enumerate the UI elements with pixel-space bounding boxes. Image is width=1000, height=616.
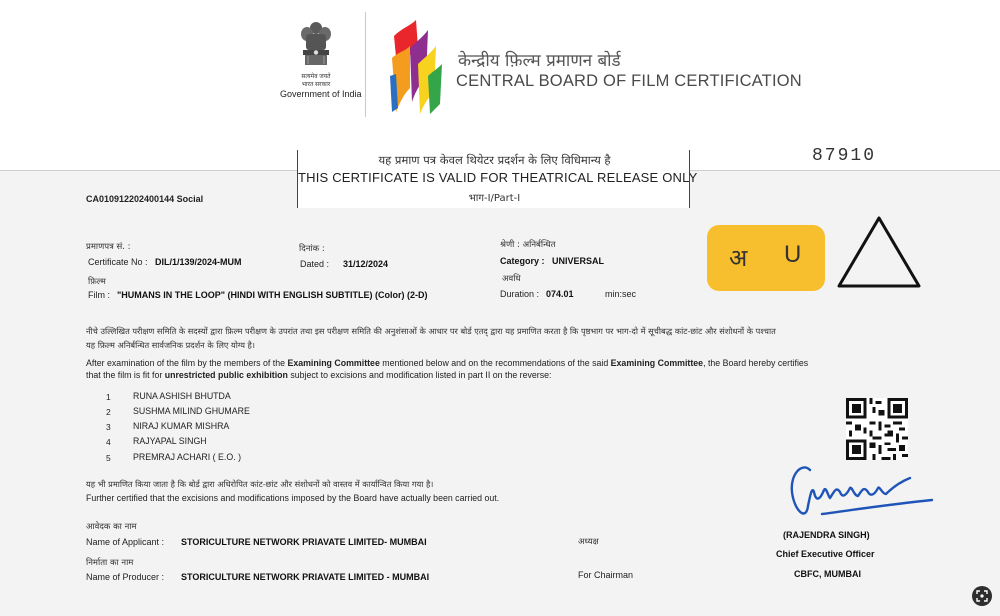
duration-label: Duration : bbox=[500, 289, 540, 299]
exam-text-english-1: After examination of the film by the members of the Examining Committee mentioned below and on the recommendations of the said Examining Committee, the Board hereby certifies bbox=[86, 358, 809, 368]
member-number: 3 bbox=[106, 422, 111, 432]
duration-label-hindi: अवधि bbox=[502, 274, 521, 284]
member-number: 5 bbox=[106, 453, 111, 463]
date-label-hindi: दिनांक : bbox=[299, 244, 325, 254]
date-value: 31/12/2024 bbox=[343, 259, 389, 269]
category-value: UNIVERSAL bbox=[552, 256, 605, 266]
applicant-value: STORICULTURE NETWORK PRIAVATE LIMITED- MUMBAI bbox=[181, 537, 427, 547]
signature-icon bbox=[782, 452, 942, 532]
date-label: Dated : bbox=[300, 259, 330, 269]
duration-unit: min:sec bbox=[605, 289, 637, 299]
member-name: SUSHMA MILIND GHUMARE bbox=[133, 406, 250, 416]
serial-number: 87910 bbox=[812, 146, 877, 166]
lion-capital-icon bbox=[299, 20, 333, 72]
emblem-motto: सत्यमेव जयते bbox=[301, 74, 331, 80]
member-name: PREMRAJ ACHARI ( E.O. ) bbox=[133, 452, 242, 462]
qr-code-icon bbox=[846, 398, 908, 460]
member-name: NIRAJ KUMAR MISHRA bbox=[133, 421, 230, 431]
scan-icon bbox=[972, 586, 992, 606]
cert-no-label-hindi: प्रमाणपत्र सं. : bbox=[86, 242, 131, 252]
producer-label: Name of Producer : bbox=[86, 572, 165, 582]
category-label: Category : bbox=[500, 256, 545, 266]
emblem-gov-english: Government of India bbox=[280, 89, 362, 99]
validity-english: THIS CERTIFICATE IS VALID FOR THEATRICAL RELEASE ONLY bbox=[298, 170, 698, 185]
applicant-label: Name of Applicant : bbox=[86, 537, 165, 547]
validity-part: भाग-I/Part-I bbox=[468, 193, 521, 204]
exam-text-hindi-2: यह फ़िल्म अनिर्बन्धित सार्वजनिक प्रदर्शन के लिए योग्य है। bbox=[86, 340, 255, 350]
signatory-name: (RAJENDRA SINGH) bbox=[783, 530, 870, 540]
rating-hindi: अ bbox=[729, 244, 748, 272]
further-text-english: Further certified that the excisions and modifications imposed by the Board have actually been carried out. bbox=[86, 493, 500, 503]
member-name: RUNA ASHISH BHUTDA bbox=[133, 391, 231, 401]
film-label: Film : bbox=[88, 290, 110, 300]
header-divider bbox=[365, 12, 366, 117]
board-name-english: CENTRAL BOARD OF FILM CERTIFICATION bbox=[456, 72, 802, 90]
triangle-icon bbox=[836, 214, 922, 290]
validity-notice bbox=[297, 150, 698, 208]
lens-button[interactable] bbox=[972, 586, 992, 606]
validity-hindi: यह प्रमाण पत्र केवल थियेटर प्रदर्शन के लिए विधिमान्य है bbox=[378, 153, 611, 167]
government-emblem bbox=[280, 20, 362, 110]
category-label-hindi: श्रेणी : अनिर्बन्धित bbox=[500, 240, 556, 250]
duration-value: 074.01 bbox=[546, 289, 574, 299]
further-text-hindi: यह भी प्रमाणित किया जाता है कि बोर्ड द्वारा अधिरोपित कांट-छांट और संशोधनों को वास्तव में कार्यान्वित किया गया है। bbox=[86, 479, 434, 489]
signatory-office: CBFC, MUMBAI bbox=[794, 569, 861, 579]
producer-label-hindi: निर्माता का नाम bbox=[86, 558, 134, 568]
member-number: 2 bbox=[106, 407, 111, 417]
exam-text-english-2: that the film is fit for unrestricted public exhibition subject to excisions and modification listed in part II on the reverse: bbox=[86, 370, 552, 380]
member-number: 4 bbox=[106, 437, 111, 447]
cert-no-label: Certificate No : bbox=[88, 257, 148, 267]
emblem-gov-hindi: भारत सरकार bbox=[301, 82, 331, 88]
cbfc-logo-icon bbox=[388, 18, 444, 114]
chairman-hindi: अध्यक्ष bbox=[578, 537, 599, 547]
exam-text-hindi-1: नीचे उल्लिखित परीक्षण समिति के सदस्यों द्वारा फ़िल्म परीक्षण के उपरांत तथा इस परीक्षण समिति की अनुशंसाओं के आधार पर बोर्ड एतद् द्वारा यह प्रमाणित करता है कि पृष्ठभाग पर भाग-दो में सूचीबद्ध कांट-छांट और संशोधनों के पश्चात bbox=[86, 326, 776, 336]
member-number: 1 bbox=[106, 392, 111, 402]
film-value: "HUMANS IN THE LOOP" (HINDI WITH ENGLISH SUBTITLE) (Color) (2-D) bbox=[117, 290, 428, 300]
for-chairman: For Chairman bbox=[578, 570, 634, 580]
rating-badge bbox=[707, 225, 825, 291]
applicant-label-hindi: आवेदक का नाम bbox=[86, 522, 137, 532]
rating-english: U bbox=[784, 241, 802, 268]
member-name: RAJYAPAL SINGH bbox=[133, 436, 207, 446]
cert-no-value: DIL/1/139/2024-MUM bbox=[155, 257, 242, 267]
producer-value: STORICULTURE NETWORK PRIAVATE LIMITED - MUMBAI bbox=[181, 572, 430, 582]
reference-number: CA010912202400144 Social bbox=[86, 194, 204, 204]
film-label-hindi: फ़िल्म bbox=[88, 277, 106, 287]
signatory-title: Chief Executive Officer bbox=[776, 549, 875, 559]
board-name-hindi: केन्द्रीय फ़िल्म प्रमाणन बोर्ड bbox=[458, 51, 621, 71]
